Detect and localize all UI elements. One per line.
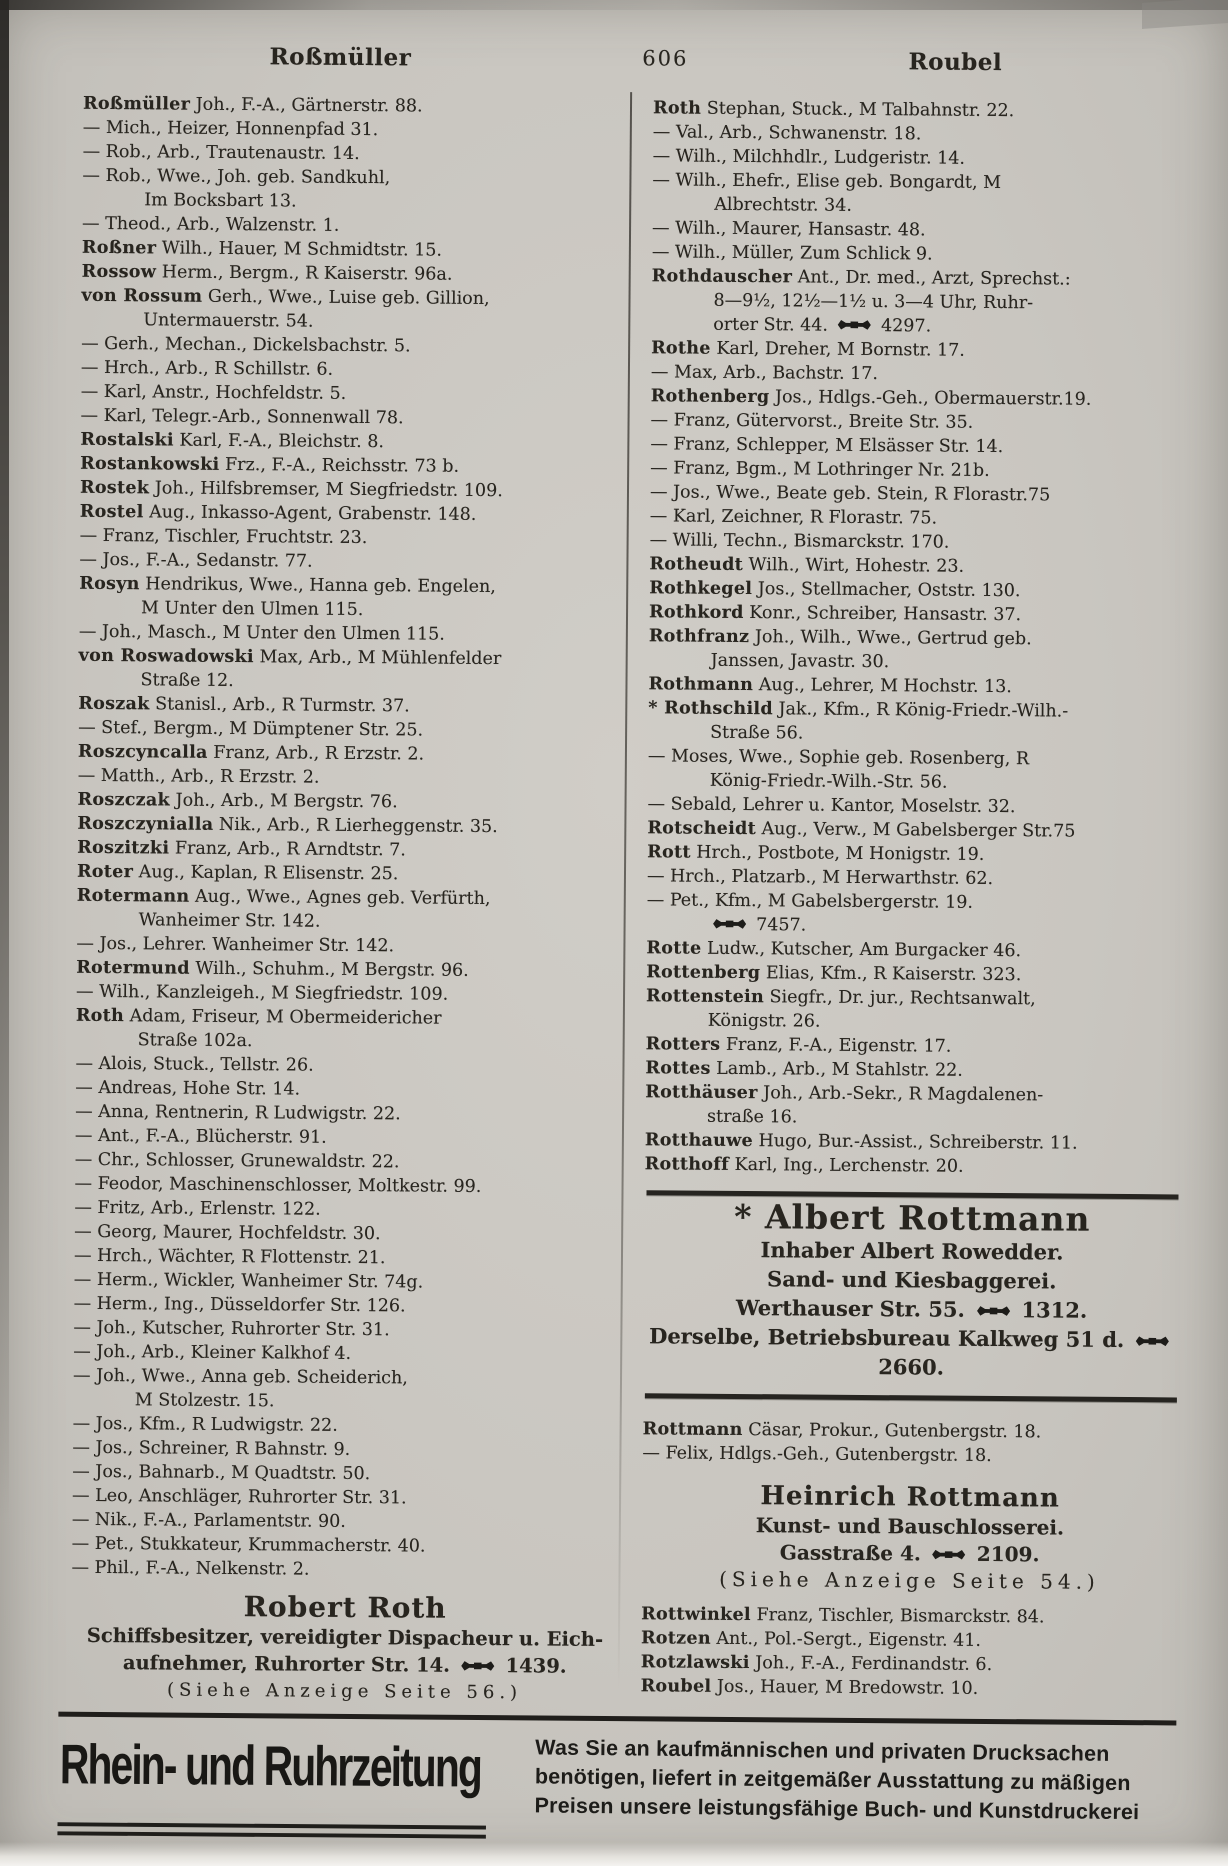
phone-icon — [713, 918, 747, 930]
text-line: Sand- und Kiesbaggerei. — [767, 1266, 1057, 1294]
surname: Rotte — [646, 938, 702, 959]
phone-icon — [461, 1660, 495, 1672]
surname: Rottenberg — [646, 962, 761, 984]
directory-entry: — Georg, Maurer, Hochfeldstr. 30. — [74, 1221, 381, 1245]
directory-entry: — Hrch., Platzarb., M Herwarthstr. 62. — [646, 866, 994, 889]
surname: Rotermund — [76, 957, 190, 979]
ad-lines — [643, 1234, 1180, 1383]
directory-entry: — Jos., Lehrer. Wanheimer Str. 142. — [76, 933, 395, 957]
entry-list — [641, 1602, 1178, 1702]
directory-entry: Roszczak Joh., Arb., M Bergstr. 76. — [77, 789, 398, 813]
surname: Roszak — [78, 693, 150, 715]
surname: Rothkord — [648, 602, 744, 624]
directory-entry: Rotermann Aug., Wwe., Agnes geb. Verfürth, Wanheimer Str. 142. — [76, 885, 491, 932]
text-line: (Siehe Anzeige Seite 56.) — [166, 1679, 523, 1704]
directory-entry: * Rothschild Jak., Kfm., R König-Friedr.-Wilh.- Straße 56. — [648, 698, 1069, 744]
directory-entry: Rotermund Wilh., Schuhm., M Bergstr. 96. — [76, 957, 469, 981]
directory-entry: Rothdauscher Ant., Dr. med., Arzt, Sprechst.: 8—9½, 12½—1½ u. 3—4 Uhr, Ruhr- orter Str. 44. 4297. — [651, 266, 1071, 337]
directory-entry: — Stef., Bergm., M Dümptener Str. 25. — [78, 717, 424, 741]
surname: Rotthoff — [644, 1154, 730, 1175]
ad-title: * Albert Rottmann — [734, 1196, 1091, 1239]
directory-entry: Rostel Aug., Inkasso-Agent, Grabenstr. 148. — [79, 501, 477, 525]
directory-entry: Rothkord Konr., Schreiber, Hansastr. 37. — [648, 602, 1022, 626]
text-line: benötigen, liefert in zeitgemäßer Ausstattung zu mäßigen — [535, 1764, 1132, 1796]
directory-entry: — Alois, Stuck., Tellstr. 26. — [75, 1053, 314, 1076]
text-line: Werthauser Str. 55. 1312. — [735, 1294, 1088, 1323]
directory-entry: — Franz, Bgm., M Lothringer Nr. 21b. — [650, 458, 990, 481]
directory-entry: — Max, Arb., Bachstr. 17. — [650, 362, 879, 385]
directory-entry: — Val., Arb., Schwanenstr. 18. — [652, 122, 922, 145]
surname: Rossow — [81, 261, 157, 283]
surname: Rotermann — [76, 885, 190, 907]
scan-edge-bottom — [0, 1842, 1228, 1866]
surname: Rotzlawski — [640, 1652, 750, 1674]
phone-icon — [932, 1549, 966, 1561]
surname: von Roswadowski — [78, 645, 255, 668]
surname: Roth — [652, 98, 702, 119]
directory-entry: — Rob., Wwe., Joh. geb. Sandkuhl, Im Bocksbart 13. — [82, 165, 391, 212]
ad-lines — [641, 1511, 1178, 1596]
directory-entry: — Wilh., Milchhdlr., Ludgeristr. 14. — [652, 146, 966, 169]
directory-entry: von Roswadowski Max, Arb., M Mühlenfelder Straße 12. — [78, 645, 502, 692]
directory-entry: Roszak Stanisl., Arb., R Turmstr. 37. — [78, 693, 410, 717]
directory-entry: Rotte Ludw., Kutscher, Am Burgacker 46. — [646, 938, 1022, 962]
surname: Rosyn — [79, 573, 140, 595]
surname: Roszitzki — [77, 837, 170, 859]
header-keyword-right: Roubel — [908, 48, 1003, 77]
ad-title: Robert Roth — [243, 1590, 447, 1625]
directory-entry: — Joh., Masch., M Unter den Ulmen 115. — [78, 621, 445, 645]
directory-entry: — Hrch., Arb., R Schillstr. 6. — [80, 357, 334, 380]
directory-entry: — Karl, Anstr., Hochfeldstr. 5. — [80, 381, 347, 404]
directory-entry: Roter Aug., Kaplan, R Elisenstr. 25. — [76, 861, 399, 885]
directory-entry: — Pet., Kfm., M Gabelsbergerstr. 19. 7457. — [646, 890, 974, 936]
text-line: Preisen unsere leistungsfähige Buch- und Kunstdruckerei — [534, 1793, 1140, 1825]
directory-entry: Rottes Lamb., Arb., M Stahlstr. 22. — [645, 1058, 963, 1081]
surname: Rothe — [651, 338, 711, 359]
directory-entry: Rostankowski Frz., F.-A., Reichsstr. 73 b. — [80, 453, 460, 477]
directory-entry: Rotters Franz, F.-A., Eigenstr. 17. — [645, 1034, 952, 1057]
surname: Rottmann — [642, 1419, 743, 1441]
directory-entry: Rosyn Hendrikus, Wwe., Hanna geb. Engelen, M Unter den Ulmen 115. — [79, 573, 496, 621]
surname: Rothenberg — [650, 386, 770, 408]
directory-entry: — Jos., Schreiner, R Bahnstr. 9. — [72, 1437, 351, 1460]
directory-entry: Rotheudt Wilh., Wirt, Hohestr. 23. — [649, 554, 965, 577]
scan-edge-left — [0, 0, 9, 1520]
text-line: Was Sie an kaufmännischen und privaten Drucksachen — [535, 1735, 1110, 1766]
ad-lines — [70, 1622, 619, 1707]
directory-entry: — Gerh., Mechan., Dickelsbachstr. 5. — [81, 333, 411, 357]
directory-entry: — Feodor, Maschinenschlosser, Moltkestr. 99. — [74, 1173, 482, 1197]
text-line: Derselbe, Betriebsbureau Kalkweg 51 d. 2660. — [643, 1321, 1179, 1383]
directory-entry: — Wilh., Müller, Zum Schlick 9. — [651, 242, 933, 265]
directory-entry: Rothkegel Jos., Stellmacher, Oststr. 130. — [649, 578, 1021, 602]
directory-entry: Rostalski Karl, F.-A., Bleichstr. 8. — [80, 429, 385, 453]
directory-entry: — Fritz, Arb., Erlenstr. 122. — [74, 1197, 321, 1220]
surname: Rotters — [645, 1034, 721, 1055]
directory-entry: — Matth., Arb., R Erzstr. 2. — [77, 765, 320, 788]
directory-entry: Rostek Joh., Hilfsbremser, M Siegfriedstr. 109. — [79, 477, 503, 502]
directory-entry: — Herm., Wickler, Wanheimer Str. 74g. — [73, 1269, 424, 1293]
newspaper-logo: Rhein- und Ruhrzeitung — [57, 1729, 487, 1839]
directory-entry: — Pet., Stukkateur, Krummacherstr. 40. — [71, 1533, 426, 1557]
directory-entry: Rotthoff Karl, Ing., Lerchenstr. 20. — [644, 1154, 964, 1177]
bottom-ad-banner — [58, 1712, 1177, 1827]
directory-entry: — Herm., Ing., Düsseldorfer Str. 126. — [73, 1293, 406, 1317]
directory-entry: — Karl, Telegr.-Arb., Sonnenwall 78. — [80, 405, 404, 429]
surname: Rostankowski — [80, 453, 220, 475]
horizontal-rule — [645, 1393, 1177, 1402]
directory-entry: — Wilh., Ehefr., Elise geb. Bongardt, M Albrechtstr. 34. — [652, 170, 1002, 216]
directory-entry: Roszitzki Franz, Arb., R Arndtstr. 7. — [77, 837, 406, 861]
right-column — [641, 96, 1190, 1702]
phone-icon — [1136, 1335, 1170, 1347]
surname: Rotzen — [640, 1628, 711, 1649]
directory-entry: — Theod., Arb., Walzenstr. 1. — [82, 213, 340, 236]
directory-entry: — Rob., Arb., Trautenaustr. 14. — [82, 141, 360, 164]
surname: Roszcyncalla — [77, 741, 208, 763]
entry-list — [642, 1417, 1178, 1469]
surname: Rotheudt — [649, 554, 744, 576]
ad-robert-roth — [70, 1590, 619, 1707]
ad-title: Heinrich Rottmann — [760, 1481, 1060, 1514]
directory-entry: — Chr., Schlosser, Grunewaldstr. 22. — [74, 1149, 400, 1173]
directory-entry: Rottwinkel Franz, Tischler, Bismarckstr. 84. — [641, 1604, 1045, 1628]
directory-entry: Rossow Herm., Bergm., R Kaiserstr. 96a. — [81, 261, 453, 285]
surname: Rottes — [645, 1058, 711, 1079]
text-line: Inhaber Albert Rowedder. — [760, 1237, 1064, 1265]
directory-entry: — Franz, Tischler, Fruchtstr. 23. — [79, 525, 368, 549]
text-line: Schiffsbesitzer, vereidigter Dispacheur u. Eich- — [86, 1623, 604, 1651]
directory-entry: — Jos., Bahnarb., M Quadtstr. 50. — [72, 1461, 371, 1485]
scan-edge-top — [0, 0, 1228, 10]
directory-entry: — Jos., F.-A., Sedanstr. 77. — [79, 549, 313, 572]
entry-list — [71, 92, 631, 1584]
directory-entry: Rottenstein Siegfr., Dr. jur., Rechtsanwalt, Königstr. 26. — [645, 986, 1036, 1032]
surname: Roth — [75, 1005, 125, 1027]
directory-entry: — Franz, Schlepper, M Elsässer Str. 14. — [650, 434, 1004, 458]
text-line: Gasstraße 4. 2109. — [779, 1540, 1040, 1567]
surname: Roßmüller — [82, 93, 191, 115]
directory-entry: — Mich., Heizer, Honnenpfad 31. — [82, 117, 379, 141]
header-keyword-left: Roßmüller — [269, 43, 412, 72]
directory-entry: — Hrch., Wächter, R Flottenstr. 21. — [73, 1245, 386, 1269]
surname: Rostek — [79, 477, 150, 499]
surname: Roszczak — [77, 789, 171, 811]
directory-entry: Rothe Karl, Dreher, M Bornstr. 17. — [651, 338, 965, 361]
surname: Roßner — [81, 237, 157, 259]
directory-entry: — Leo, Anschläger, Ruhrorter Str. 31. — [72, 1485, 407, 1509]
surname: Rothdauscher — [651, 266, 793, 288]
directory-entry: — Wilh., Kanzleigeh., M Siegfriedstr. 109. — [75, 981, 449, 1005]
directory-entry: Rotthauwe Hugo, Bur.-Assist., Schreiberstr. 11. — [644, 1130, 1078, 1154]
directory-entry: Rotscheidt Aug., Verw., M Gabelsberger Str.75 — [647, 818, 1076, 842]
surname: Rostalski — [80, 429, 174, 451]
surname: Rotscheidt — [647, 818, 757, 840]
directory-entry: — Joh., Arb., Kleiner Kalkhof 4. — [73, 1341, 352, 1364]
text-line: (Siehe Anzeige Seite 54.) — [719, 1566, 1100, 1594]
surname: Rothmann — [648, 674, 754, 696]
directory-entry: Rotzlawski Joh., F.-A., Ferdinandstr. 6. — [640, 1652, 993, 1675]
left-column — [70, 92, 631, 1707]
directory-entry: Rothenberg Jos., Hdlgs.-Geh., Obermauerstr.19. — [650, 386, 1092, 410]
directory-entry: — Jos., Kfm., R Ludwigstr. 22. — [72, 1413, 338, 1436]
page-number: 606 — [642, 46, 689, 71]
directory-entry: Rothfranz Joh., Wilh., Wwe., Gertrud geb. Janssen, Javastr. 30. — [648, 626, 1032, 673]
text-line: Kunst- und Bauschlosserei. — [755, 1513, 1065, 1540]
directory-entry: Roubel Jos., Hauer, M Bredowstr. 10. — [640, 1676, 979, 1699]
directory-entry: — Karl, Zeichner, R Florastr. 75. — [649, 506, 938, 529]
directory-entry: Rott Hrch., Postbote, M Honigstr. 19. — [647, 842, 985, 865]
surname: Rott — [647, 842, 691, 863]
directory-entry: Rottmann Cäsar, Prokur., Gutenbergstr. 18. — [642, 1419, 1042, 1443]
directory-entry: — Phil., F.-A., Nelkenstr. 2. — [71, 1557, 310, 1580]
directory-entry: — Jos., Wwe., Beate geb. Stein, R Florastr.75 — [649, 482, 1051, 506]
surname: Rottwinkel — [641, 1604, 751, 1626]
directory-entry: Roth Adam, Friseur, M Obermeidericher Straße 102a. — [75, 1005, 442, 1052]
directory-entry: Rotthäuser Joh., Arb.-Sekr., R Magdalenen- straße 16. — [645, 1082, 1044, 1128]
surname: * Rothschild — [648, 698, 774, 720]
directory-entry: — Felix, Hdlgs.-Geh., Gutenbergstr. 18. — [642, 1443, 992, 1466]
directory-entry: von Rossum Gerh., Wwe., Luise geb. Gillion, Untermauerstr. 54. — [81, 285, 490, 332]
directory-entry: — Joh., Kutscher, Ruhrorter Str. 31. — [73, 1317, 390, 1341]
directory-entry: Roth Stephan, Stuck., M Talbahnstr. 22. — [652, 98, 1015, 122]
text-line: aufnehmer, Ruhrorter Str. 14. 1439. — [122, 1651, 567, 1678]
surname: Rostel — [79, 501, 144, 523]
directory-entry: — Willi, Techn., Bismarckstr. 170. — [649, 530, 950, 553]
directory-entry: Rottenberg Elias, Kfm., R Kaiserstr. 323. — [646, 962, 1022, 986]
surname: Rotthauwe — [644, 1130, 754, 1152]
directory-entry: — Franz, Gütervorst., Breite Str. 35. — [650, 410, 974, 433]
entry-list — [645, 96, 1189, 1180]
surname: Roszczynialla — [77, 813, 214, 835]
surname: Roubel — [640, 1676, 712, 1697]
banner-ad-text — [535, 1731, 1141, 1827]
surname: Roter — [76, 861, 134, 883]
directory-entry: Roßner Wilh., Hauer, M Schmidtstr. 15. — [81, 237, 443, 261]
directory-entry: — Wilh., Maurer, Hansastr. 48. — [651, 218, 926, 241]
surname: Rothfranz — [648, 626, 750, 648]
directory-entry: — Andreas, Hohe Str. 14. — [75, 1077, 301, 1100]
surname: Rottenstein — [645, 986, 765, 1008]
ad-heinrich-rottmann — [641, 1483, 1178, 1596]
directory-entry: — Joh., Wwe., Anna geb. Scheiderich, M Stolzestr. 15. — [72, 1365, 408, 1412]
directory-entry: Roszczynialla Nik., Arb., R Lierheggenstr. 35. — [77, 813, 498, 838]
directory-entry: Rothmann Aug., Lehrer, M Hochstr. 13. — [648, 674, 1012, 698]
directory-entry: Roszcyncalla Franz, Arb., R Erzstr. 2. — [77, 741, 425, 765]
phone-icon — [976, 1305, 1010, 1317]
directory-entry: — Anna, Rentnerin, R Ludwigstr. 22. — [75, 1101, 401, 1125]
surname: Rothkegel — [649, 578, 753, 600]
phone-icon — [837, 319, 871, 331]
directory-entry: — Ant., F.-A., Blücherstr. 91. — [74, 1125, 327, 1148]
directory-entry: Rotzen Ant., Pol.-Sergt., Eigenstr. 41. — [640, 1628, 982, 1651]
directory-entry: Roßmüller Joh., F.-A., Gärtnerstr. 88. — [82, 93, 423, 117]
directory-entry: — Nik., F.-A., Parlamentstr. 90. — [71, 1509, 346, 1532]
ad-albert-rottmann — [643, 1196, 1180, 1383]
surname: von Rossum — [81, 285, 203, 307]
directory-entry: — Moses, Wwe., Sophie geb. Rosenberg, R König-Friedr.-Wilh.-Str. 56. — [647, 746, 1030, 793]
banner-text-lines — [535, 1733, 1141, 1827]
surname: Rotthäuser — [645, 1082, 758, 1104]
directory-entry: — Sebald, Lehrer u. Kantor, Moselstr. 32. — [647, 794, 1016, 818]
